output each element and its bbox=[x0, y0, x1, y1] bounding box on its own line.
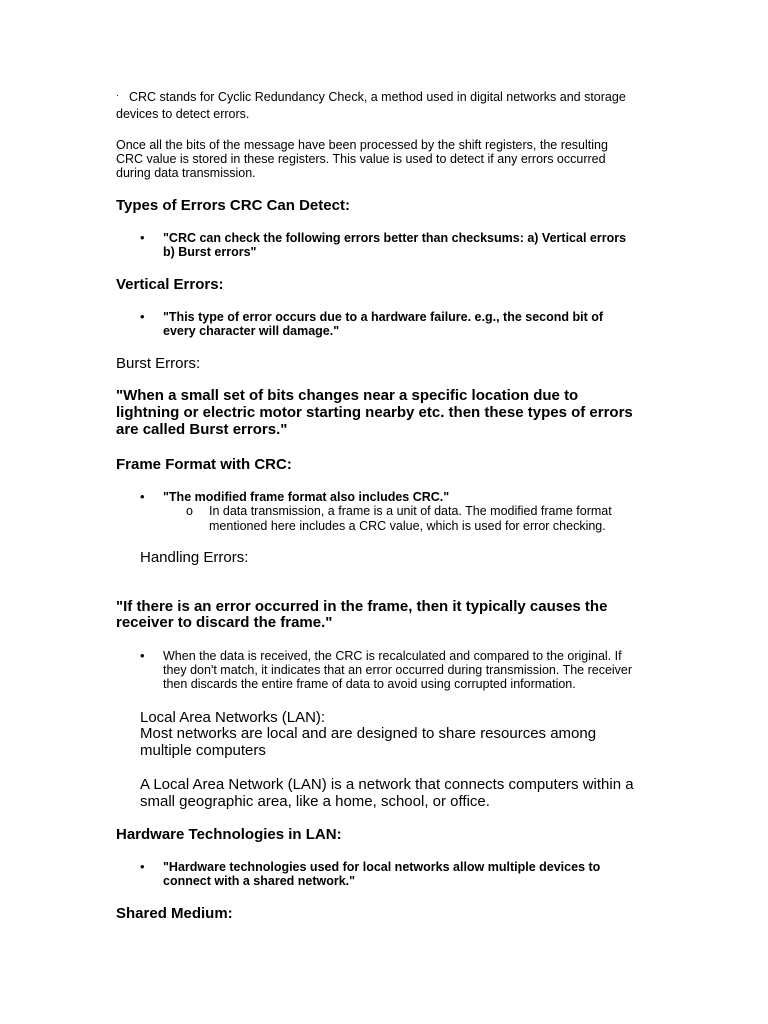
hardware-bullet-line-1: "Hardware technologies used for local networks allow multiple devices to bbox=[163, 860, 601, 874]
frame-heading: Frame Format with CRC: bbox=[116, 456, 292, 473]
types-heading: Types of Errors CRC Can Detect: bbox=[116, 197, 350, 214]
handling-bullet-line-2: they don't match, it indicates that an error occurred during transmission. The receiver bbox=[163, 663, 633, 677]
lan-heading: Local Area Networks (LAN): bbox=[140, 709, 326, 726]
handling-quote-line-2: receiver to discard the frame." bbox=[116, 614, 333, 631]
frame-bullet-text: "The modified frame format also includes CRC." bbox=[163, 490, 450, 504]
intro-line-2: devices to detect errors. bbox=[116, 107, 250, 121]
para1-line-1: Once all the bits of the message have been processed by the shift registers, the resulting bbox=[116, 138, 608, 152]
hardware-bullet-line-2: connect with a shared network." bbox=[163, 874, 356, 888]
lan-line-1: Most networks are local and are designed to share resources among bbox=[140, 725, 597, 742]
handling-bullet-marker: • bbox=[140, 648, 145, 663]
vertical-bullet-line-1: "This type of error occurs due to a hardware failure. e.g., the second bit of bbox=[163, 310, 604, 324]
burst-quote-line-2: lightning or electric motor starting nearby etc. then these types of errors bbox=[116, 404, 633, 421]
handling-bullet-line-3: then discards the entire frame of data to avoid using corrupted information. bbox=[163, 677, 576, 691]
lan-line-2: multiple computers bbox=[140, 742, 266, 759]
types-bullet-marker: • bbox=[140, 230, 145, 245]
frame-sub-line-2: mentioned here includes a CRC value, which is used for error checking. bbox=[209, 519, 606, 533]
hardware-heading: Hardware Technologies in LAN: bbox=[116, 826, 342, 843]
lan-def-line-2: small geographic area, like a home, school, or office. bbox=[140, 793, 490, 810]
para1-line-3: during data transmission. bbox=[116, 166, 256, 180]
frame-bullet-marker: • bbox=[140, 489, 145, 504]
vertical-bullet-line-2: every character will damage." bbox=[163, 324, 340, 338]
hardware-bullet-marker: • bbox=[140, 859, 145, 874]
shared-heading: Shared Medium: bbox=[116, 905, 233, 922]
burst-quote-line-1: "When a small set of bits changes near a specific location due to bbox=[116, 387, 579, 404]
frame-sub-line-1: In data transmission, a frame is a unit of data. The modified frame format bbox=[209, 504, 612, 518]
types-bullet-line-2: b) Burst errors" bbox=[163, 245, 257, 259]
handling-quote-line-1: "If there is an error occurred in the frame, then it typically causes the bbox=[116, 598, 608, 615]
lan-def-line-1: A Local Area Network (LAN) is a network that connects computers within a bbox=[140, 776, 634, 793]
para1-line-2: CRC value is stored in these registers. This value is used to detect if any errors occurred bbox=[116, 152, 606, 166]
burst-quote-line-3: are called Burst errors." bbox=[116, 421, 288, 438]
intro-marker: · bbox=[116, 90, 119, 100]
burst-heading: Burst Errors: bbox=[116, 355, 201, 372]
handling-bullet-line-1: When the data is received, the CRC is recalculated and compared to the original. If bbox=[163, 649, 622, 663]
intro-line-1: CRC stands for Cyclic Redundancy Check, a method used in digital networks and storage bbox=[129, 90, 626, 104]
vertical-heading: Vertical Errors: bbox=[116, 276, 224, 293]
handling-heading: Handling Errors: bbox=[140, 549, 249, 566]
vertical-bullet-marker: • bbox=[140, 309, 145, 324]
frame-sub-marker: o bbox=[186, 504, 193, 518]
types-bullet-line-1: "CRC can check the following errors better than checksums: a) Vertical errors bbox=[163, 231, 627, 245]
